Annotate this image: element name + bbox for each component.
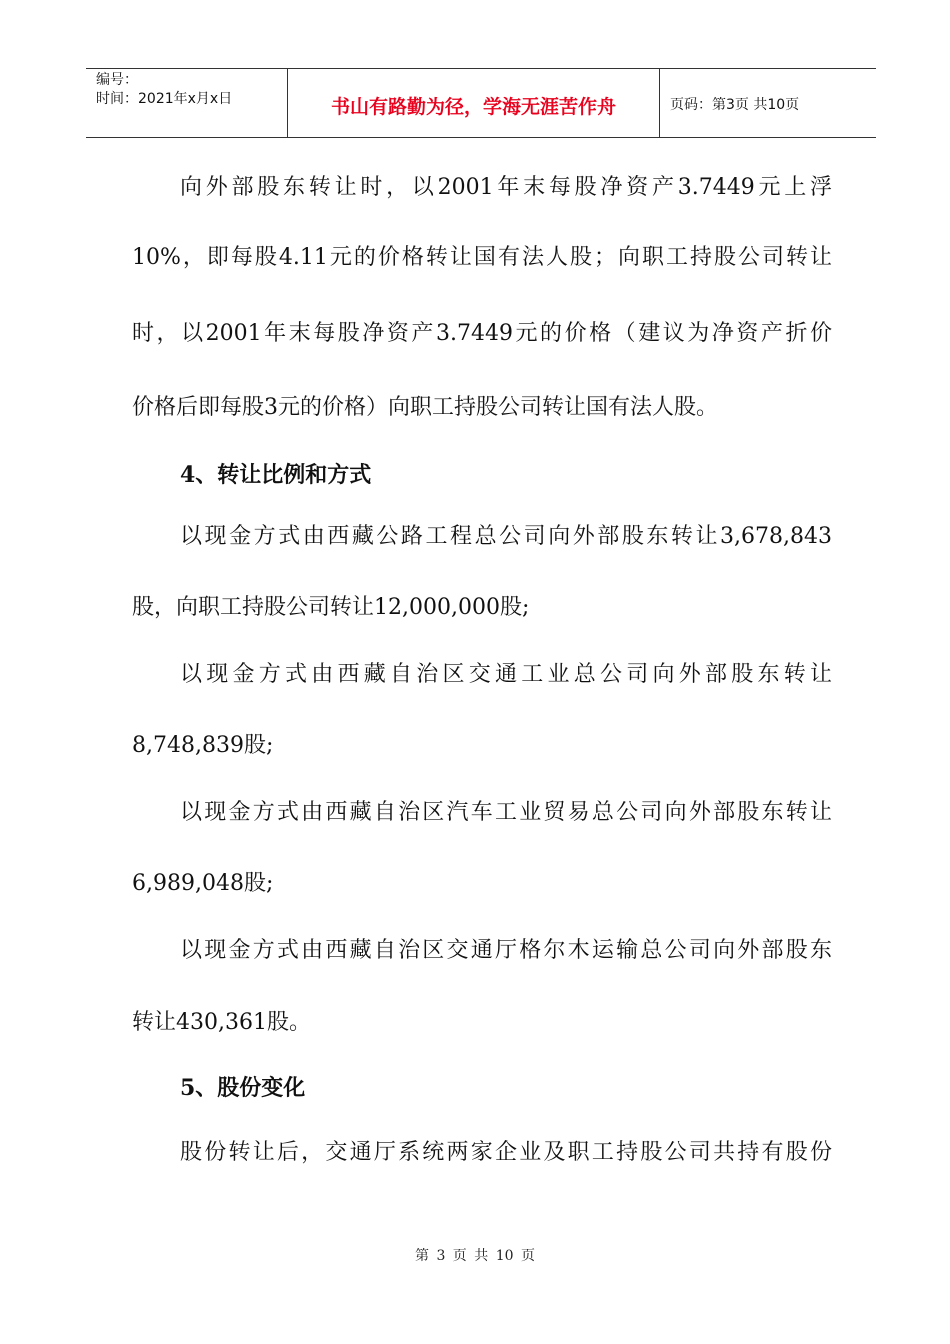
- body-line: 向外部股东转让时，以2001年末每股净资产3.7449元上浮: [180, 175, 832, 200]
- body-line: 以现金方式由西藏自治区交通工业总公司向外部股东转让: [180, 662, 832, 687]
- body-line: 10%，即每股4.11元的价格转让国有法人股；向职工持股公司转让: [132, 245, 832, 270]
- body-line: 股份转让后，交通厅系统两家企业及职工持股公司共持有股份: [180, 1140, 832, 1165]
- header-meta: [86, 69, 288, 137]
- section-heading: 4、转让比例和方式: [180, 462, 372, 488]
- body-line: 价格后即每股3元的价格）向职工持股公司转让国有法人股。: [132, 395, 718, 420]
- section-heading: 5、股份变化: [180, 1075, 306, 1101]
- body-line: 以现金方式由西藏自治区汽车工业贸易总公司向外部股东转让: [180, 800, 832, 825]
- page-header: [86, 68, 876, 138]
- body-line: 股，向职工持股公司转让12,000,000股;: [132, 595, 530, 620]
- header-page-label: 页码：第3页 共10页: [670, 97, 800, 113]
- serial-label: 编号：: [96, 72, 138, 88]
- body-line: 转让430,361股。: [132, 1010, 311, 1035]
- body-line: 6,989,048股;: [132, 871, 274, 896]
- body-line: 以现金方式由西藏自治区交通厅格尔木运输总公司向外部股东: [180, 938, 832, 963]
- body-line: 以现金方式由西藏公路工程总公司向外部股东转让3,678,843: [180, 524, 832, 549]
- body-line: 8,748,839股;: [132, 733, 274, 758]
- page-footer: 第 3 页 共 10 页: [415, 1248, 535, 1264]
- header-motto: 书山有路勤为径，学海无涯苦作舟: [288, 69, 660, 137]
- body-line: 时，以2001年末每股净资产3.7449元的价格（建议为净资产折价: [132, 321, 832, 346]
- date-label: 时间：2021年x月x日: [96, 91, 233, 107]
